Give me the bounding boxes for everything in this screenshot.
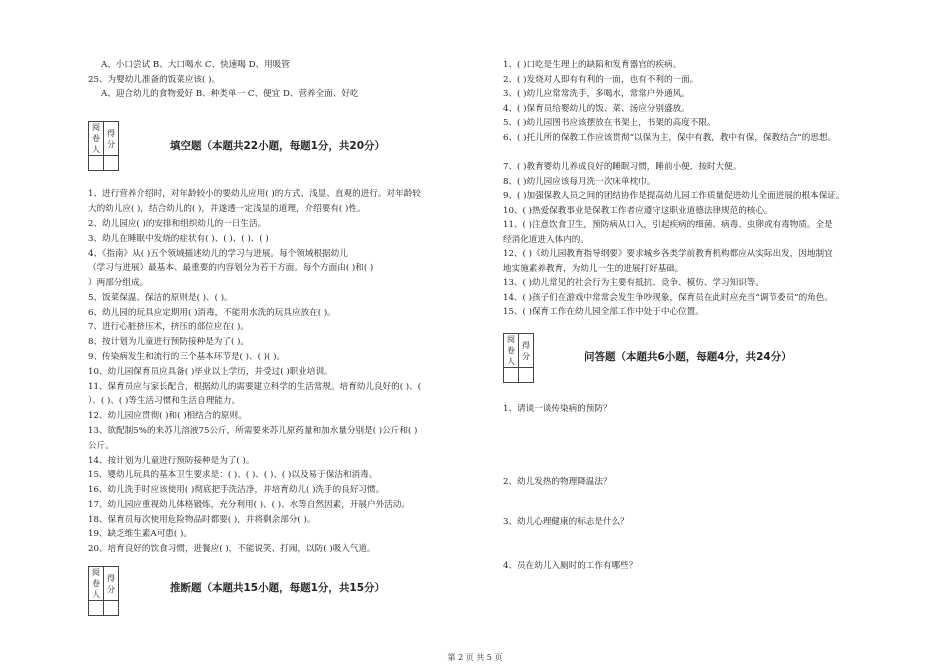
judge-item: 7、( )教育婴幼儿养成良好的睡眠习惯，睡前小便，按时大便。 — [503, 162, 742, 172]
score-box-fill — [88, 121, 119, 171]
fill-line: 15、婴幼儿玩具的基本卫生要求是：( )、( )、( )、( )以及易于保洁和消毒。 — [88, 470, 378, 480]
grader-label: 阅卷人 — [89, 122, 104, 156]
grader-cell — [89, 156, 104, 171]
q25-options: A、迎合幼儿的食物爱好 B、种类单一 C、便宜 D、营养全面、好吃 — [101, 89, 359, 99]
q24-options: A、小口尝试 B、大口喝水 C、快速喝 D、用吸管 — [101, 60, 290, 70]
fill-line: 3、幼儿在睡眠中发烧的症状有( )、( )、( )、( ) — [88, 234, 269, 244]
judge-item: 地实施素养教育，为幼儿一生的进展打好基础。 — [503, 264, 684, 274]
score-box-qa — [503, 333, 534, 383]
judge-item: 14、( )孩子们在游戏中常常会发生争吵现象，保育员在此时应充当“调节委员”的角色。 — [503, 293, 833, 303]
fill-line: 14、按计划为儿童进行预防接种是为了( )。 — [88, 456, 255, 466]
judge-item: 经消化道进入体内的。 — [503, 235, 589, 245]
judge-item: 13、( )幼儿常见的社会行为主要有抵抗、竞争、模仿、学习知识等。 — [503, 278, 764, 288]
score-label: 得分 — [104, 122, 119, 156]
grader-cell — [89, 601, 104, 616]
judge-item: 3、( )幼儿应常常洗手，多喝水，常常户外通风。 — [503, 89, 690, 99]
judge-item: 2、( )发烧对人即有有利的一面，也有不利的一面。 — [503, 75, 699, 85]
page-footer: 第 2 页 共 5 页 — [447, 653, 503, 662]
judge-item: 8、( )幼儿园应该每月洗一次床单枕巾。 — [503, 177, 656, 187]
fill-line: 20、培育良好的饮食习惯，进餐应( )，不能说笑、打闹，以防( )吸入气道。 — [88, 544, 376, 554]
fill-line: （学习与进展）最基本、最重要的内容划分为若干方面。每个方面由( )和( ) — [88, 263, 374, 273]
fill-line: 4、《指南》从( )五个领域描述幼儿的学习与进展。每个领域根据幼儿 — [88, 249, 348, 259]
qa-question: 2、幼儿发热的物理降温法？ — [503, 477, 612, 487]
score-cell — [104, 601, 119, 616]
fill-line: 18、保育员每次使用危险物品时都要( )，并将剩余部分( )。 — [88, 515, 316, 525]
fill-line: ）两部分组成。 — [88, 278, 149, 288]
fill-line: 7、进行心脏挤压术，挤压的部位应在( )。 — [88, 322, 249, 332]
fill-line: 5、饭菜保温、保洁的原则是( )、( )。 — [88, 293, 233, 303]
qa-question: 1、请谈一谈传染病的预防？ — [503, 404, 612, 414]
judge-item: 10、( )热爱保教事业是保教工作者应遵守这职业道德法律规范的核心。 — [503, 206, 773, 216]
qa-section-title: 问答题（本题共6小题，每题4分，共24分） — [584, 351, 792, 363]
grader-label: 阅卷人 — [504, 334, 519, 368]
fill-line: 11、保育员应与家长配合，根据幼儿的需要建立科学的生活常规。培育幼儿良好的( )、( — [88, 382, 422, 392]
judge-item: 4、( )保育员给婴幼儿的饭、菜、汤应分别盛放。 — [503, 104, 690, 114]
score-cell — [519, 368, 534, 383]
fill-line: 17、幼儿园应重视幼儿体格锻炼，充分利用( )、( )、水等自然因素，开展户外活动。 — [88, 500, 410, 510]
fill-section-title: 填空题（本题共22小题，每题1分，共20分） — [170, 140, 386, 152]
fill-line: 12、幼儿园应贯彻( )和( )相结合的原则。 — [88, 411, 247, 421]
judge-item: 6、( )托儿所的保教工作应该贯彻“以保为主，保中有教，教中有保，保教结合”的思想。 — [503, 133, 837, 143]
fill-line: 8、按计划为儿童进行预防接种是为了( )。 — [88, 337, 249, 347]
fill-line: 公斤。 — [88, 441, 114, 451]
score-box-judge — [88, 566, 119, 616]
score-cell — [104, 156, 119, 171]
fill-line: 9、传染病发生和流行的三个基本环节是( )、( )( )。 — [88, 352, 286, 362]
fill-line: 大的幼儿应( )，结合幼儿的( )，并遂透一定浅显的道理，介绍要有( )性。 — [88, 204, 366, 214]
fill-line: 10、幼儿园保育员应具备( )毕业以上学历，并受过( )职业培训。 — [88, 367, 333, 377]
score-label: 得分 — [519, 334, 534, 368]
judge-section-title: 推断题（本题共15小题，每题1分，共15分） — [170, 582, 386, 594]
fill-line: 16、幼儿洗手时应该使用( )彻底把手洗洁净，并培育幼儿( )洗手的良好习惯。 — [88, 485, 385, 495]
fill-line: 6、幼儿园的玩具应定期用( )消毒，不能用水洗的玩具应放在( )。 — [88, 308, 336, 318]
judge-item: 11、( )注意饮食卫生，预防病从口入，引起疾病的细菌、病毒、虫卵或有毒物质。全是 — [503, 220, 833, 230]
grader-label: 阅卷人 — [89, 567, 104, 601]
fill-line: 1、进行营养介绍时，对年龄较小的要幼儿应用( )的方式、浅显、直观的进行。对年龄较 — [88, 189, 421, 199]
fill-line: ）、( )、( )等生活习惯和生活自理能力。 — [88, 396, 241, 406]
qa-question: 4、员在幼儿入厕时的工作有哪些？ — [503, 561, 638, 571]
score-label: 得分 — [104, 567, 119, 601]
fill-line: 2、幼儿园应( )的安排和组织幼儿的一日生活。 — [88, 219, 267, 229]
qa-question: 3、幼儿心理健康的标志是什么？ — [503, 517, 629, 527]
judge-item: 5、( )幼儿园图书应该摆放在书架上，书架的高度不限。 — [503, 118, 716, 128]
fill-line: 19、缺乏维生素A可患( )。 — [88, 529, 192, 539]
grader-cell — [504, 368, 519, 383]
judge-item: 12、( )《幼儿园教育指导纲要》要求城乡各类学前教育机构都应从实际出发，因地制宜 — [503, 249, 833, 259]
judge-item: 9、( )加强保教人员之间的团结协作是提高幼儿园工作质量促进幼儿全面进展的根本保证。 — [503, 191, 845, 201]
q25-stem: 25、为婴幼儿准备的饭菜应该( )。 — [88, 75, 221, 85]
fill-line: 13、欲配制5%的来苏儿溶液75公斤，所需要来苏儿原药量和加水量分别是( )公斤和( ) — [88, 426, 418, 436]
judge-item: 15、( )保育工作在幼儿园全部工作中处于中心位置。 — [503, 307, 704, 317]
judge-item: 1、( )口吃是生理上的缺陷和发育器官的疾病。 — [503, 60, 682, 70]
